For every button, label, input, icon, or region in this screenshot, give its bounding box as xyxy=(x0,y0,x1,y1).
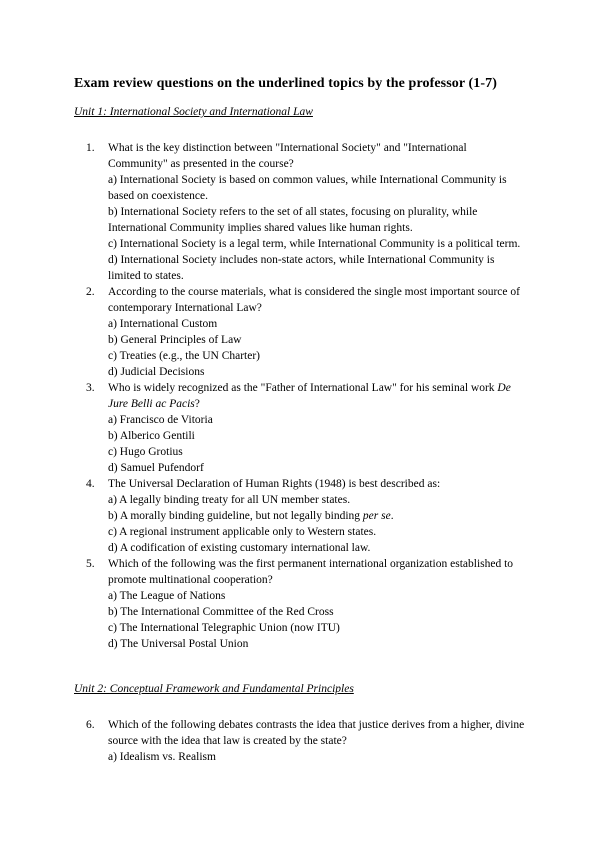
answer-option: c) Treaties (e.g., the UN Charter) xyxy=(108,350,261,362)
question-text: The Universal Declaration of Human Rights (1948) is best described as: xyxy=(108,478,441,490)
question-number: 2. xyxy=(86,286,95,298)
option-text-part: b) A morally binding guideline, but not legally binding xyxy=(108,510,363,522)
question-text-part: Who is widely recognized as the "Father of International Law" for his seminal work xyxy=(108,382,498,394)
answer-option: d) International Society includes non-state actors, while International Community is limited to states. xyxy=(108,254,495,282)
book-title: De Jure Belli ac Pacis xyxy=(108,382,511,410)
page-title: Exam review questions on the underlined topics by the professor (1-7) xyxy=(74,76,498,91)
answer-option: c) International Society is a legal term, while International Community is a political term. xyxy=(108,238,521,250)
question-number: 4. xyxy=(86,478,95,490)
answer-option: b) The International Committee of the Red Cross xyxy=(108,606,334,618)
answer-option: d) The Universal Postal Union xyxy=(108,638,249,650)
question-5 xyxy=(86,556,526,652)
answer-option: a) International Custom xyxy=(108,318,218,330)
answer-option: b) General Principles of Law xyxy=(108,334,242,346)
answer-option: b) International Society refers to the set of all states, focusing on plurality, while International Community implies shared values like human rights. xyxy=(108,206,478,234)
question-text: What is the key distinction between "International Society" and "International Community" as presented in the course? xyxy=(108,142,467,170)
answer-option: a) Idealism vs. Realism xyxy=(108,751,216,763)
unit-1-heading: Unit 1: International Society and International Law xyxy=(74,106,313,118)
question-number: 6. xyxy=(86,719,95,731)
question-text: Which of the following was the first permanent international organization established to promote multinational cooperation? xyxy=(108,558,514,586)
answer-option: c) A regional instrument applicable only to Western states. xyxy=(108,526,377,538)
unit-2-heading: Unit 2: Conceptual Framework and Fundamental Principles xyxy=(74,683,354,695)
answer-option: a) Francisco de Vitoria xyxy=(108,414,213,426)
latin-term: per se xyxy=(362,510,391,522)
answer-option: d) A codification of existing customary international law. xyxy=(108,542,371,554)
question-number: 3. xyxy=(86,382,95,394)
question-3 xyxy=(86,380,526,476)
question-number: 5. xyxy=(86,558,95,570)
question-1 xyxy=(86,140,526,284)
question-number: 1. xyxy=(86,142,95,154)
answer-option: c) Hugo Grotius xyxy=(108,446,183,458)
answer-option: c) The International Telegraphic Union (now ITU) xyxy=(108,622,340,634)
question-text: According to the course materials, what is considered the single most important source of contemporary International Law? xyxy=(108,286,520,314)
answer-option: b) Alberico Gentili xyxy=(108,430,195,442)
answer-option xyxy=(108,508,526,524)
answer-option: a) International Society is based on common values, while International Community is based on coexistence. xyxy=(108,174,507,202)
question-text: Which of the following debates contrasts the idea that justice derives from a higher, divine source with the idea that law is created by the state? xyxy=(108,719,525,747)
answer-option: a) A legally binding treaty for all UN member states. xyxy=(108,494,351,506)
question-6 xyxy=(86,717,526,765)
unit-2-question-list xyxy=(86,717,526,765)
answer-option: d) Samuel Pufendorf xyxy=(108,462,204,474)
question-4 xyxy=(86,476,526,556)
unit-1-question-list xyxy=(86,140,526,652)
option-text-part: . xyxy=(390,510,394,522)
question-text-part: ? xyxy=(194,398,200,410)
question-2 xyxy=(86,284,526,380)
answer-option: a) The League of Nations xyxy=(108,590,226,602)
answer-option: d) Judicial Decisions xyxy=(108,366,205,378)
question-text xyxy=(108,380,526,412)
